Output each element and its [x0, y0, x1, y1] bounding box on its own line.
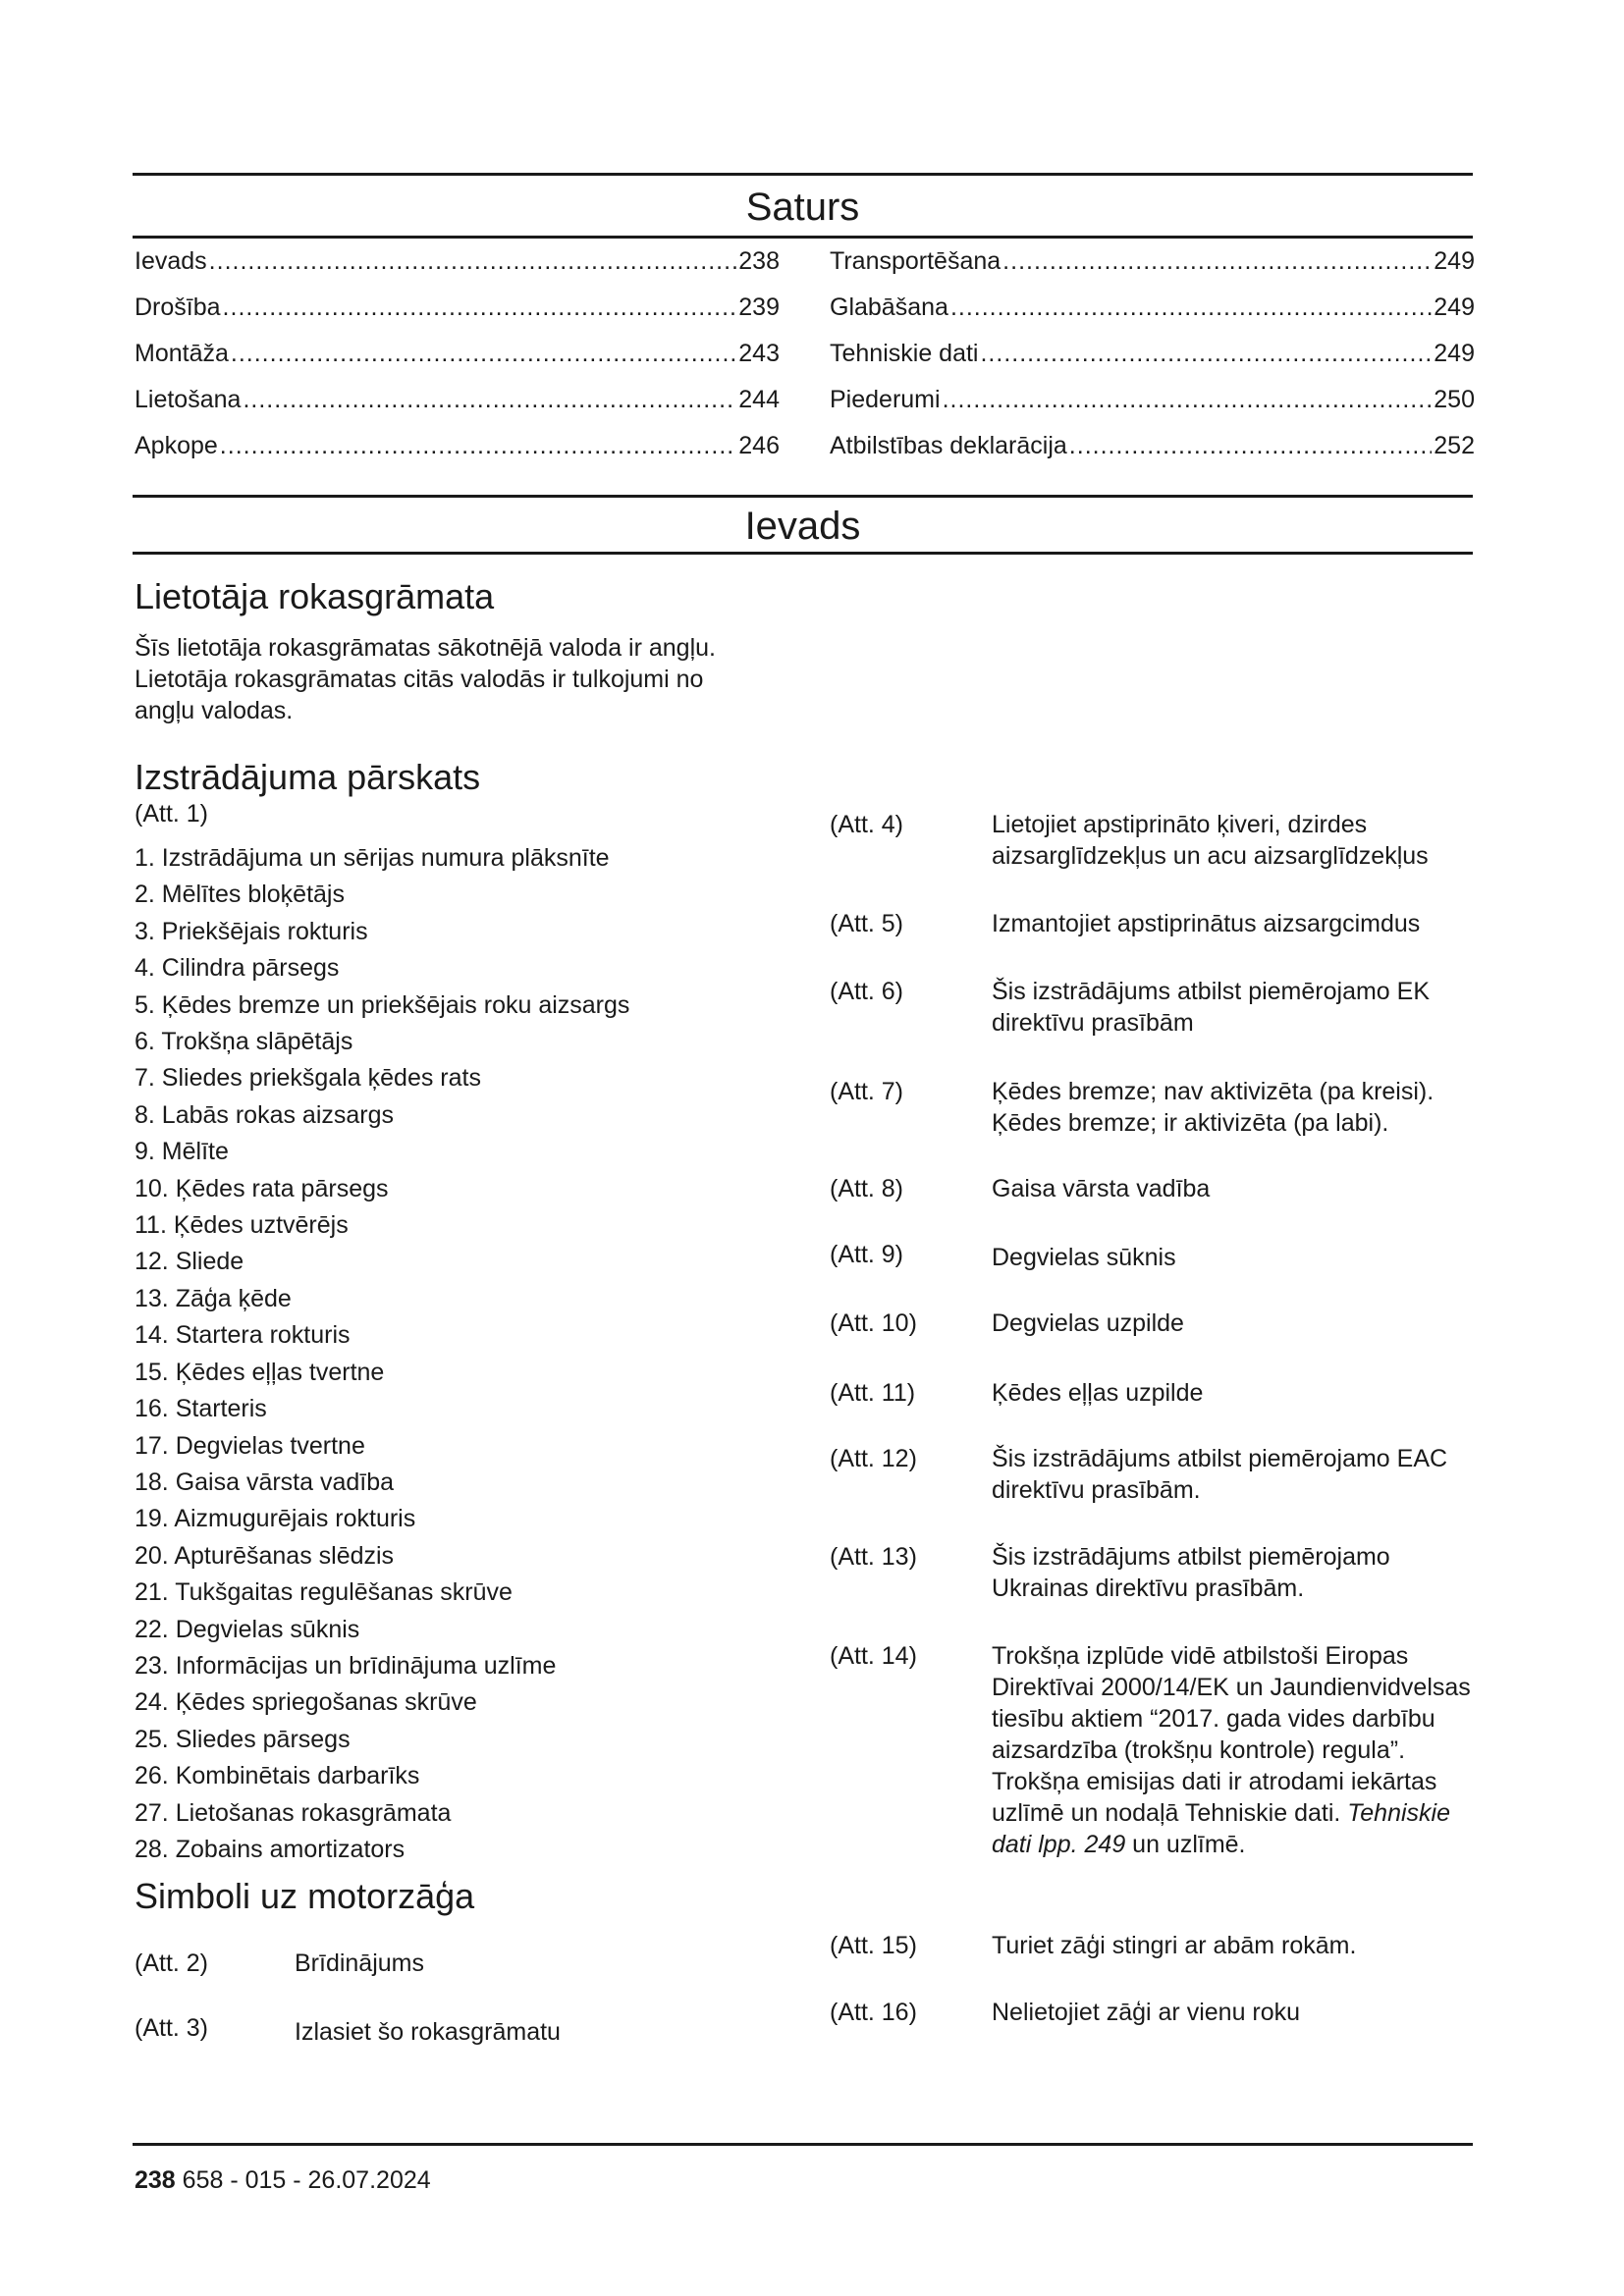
part-list-item: 11. Ķēdes uztvērējs [135, 1211, 349, 1240]
part-list-item: 17. Degvielas tvertne [135, 1431, 365, 1460]
symbol-text: Brīdinājums [295, 1949, 424, 1977]
symbol-text: Turiet zāģi stingri ar abām rokām. [992, 1932, 1357, 1959]
toc-entry[interactable]: Glabāšana ..... 249 [830, 294, 1475, 340]
symbol-ref: (Att. 9) [830, 1241, 904, 1268]
manual-text: Šīs lietotāja rokasgrāmatas sākotnējā valoda ir angļu. Lietotāja rokasgrāmatas citās valodās ir tulkojumi no angļu valodas. [135, 634, 716, 724]
symbol-text: Lietojiet apstiprināto ķiveri, dzirdes aizsarglīdzekļus un acu aizsarglīdzekļus [992, 811, 1429, 870]
symbol-ref: (Att. 13) [830, 1543, 917, 1571]
symbol-ref: (Att. 10) [830, 1309, 917, 1337]
part-list-item: 13. Zāģa ķēde [135, 1284, 292, 1312]
symbols-heading: Simboli uz motorzāģa [135, 1876, 475, 1916]
symbol-text: Ķēdes bremze; nav aktivizēta (pa kreisi). Ķēdes bremze; ir aktivizēta (pa labi). [992, 1078, 1435, 1137]
toc-entry[interactable]: Apkope ..... 246 [135, 432, 780, 478]
symbol-ref: (Att. 7) [830, 1078, 904, 1105]
symbol-text: Šis izstrādājums atbilst piemērojamo EK direktīvu prasībām [992, 978, 1430, 1037]
symbol-text: Gaisa vārsta vadība [992, 1175, 1211, 1202]
symbol-ref: (Att. 2) [135, 1949, 209, 1977]
toc-entry[interactable]: Tehniskie dati ..... 249 [830, 340, 1475, 386]
part-list-item: 12. Sliede [135, 1248, 244, 1276]
parts-list [135, 840, 629, 1868]
intro-top-rule [133, 495, 1473, 498]
part-list-item: 8. Labās rokas aizsargs [135, 1100, 395, 1129]
part-list-item: 19. Aizmugurējais rokturis [135, 1505, 416, 1533]
toc-entry[interactable]: Piederumi ..... 250 [830, 386, 1475, 432]
part-list-item: 2. Mēlītes bloķētājs [135, 881, 345, 909]
footer-rule [133, 2143, 1473, 2146]
part-list-item: 21. Tukšgaitas regulēšanas skrūve [135, 1578, 513, 1607]
symbol-text [992, 1640, 1478, 1860]
part-list-item: 22. Degvielas sūknis [135, 1615, 360, 1643]
noise-suffix: un uzlīmē. [1132, 1831, 1246, 1858]
tech-data-link[interactable]: Tehniskie dati lpp. 249 [992, 1799, 1450, 1858]
part-list-item: 16. Starteris [135, 1395, 267, 1423]
toc-entry[interactable]: Drošība ..... 239 [135, 294, 780, 340]
part-list-item: 10. Ķēdes rata pārsegs [135, 1174, 389, 1202]
part-list-item: 20. Apturēšanas slēdzis [135, 1541, 395, 1570]
symbol-ref: (Att. 5) [830, 910, 904, 937]
part-list-item: 26. Kombinētais darbarīks [135, 1762, 420, 1790]
symbol-ref: (Att. 15) [830, 1932, 917, 1959]
top-rule [133, 173, 1473, 176]
toc-entry[interactable]: Transportēšana ..... 249 [830, 247, 1475, 294]
symbol-ref: (Att. 3) [135, 2014, 209, 2042]
toc-left-column [135, 247, 780, 478]
symbol-text: Ķēdes eļļas uzpilde [992, 1379, 1204, 1407]
toc-entry[interactable]: Atbilstības deklarācija ..... 252 [830, 432, 1475, 478]
overview-figure-ref: (Att. 1) [135, 800, 209, 828]
part-list-item: 9. Mēlīte [135, 1138, 229, 1166]
part-list-item: 23. Informācijas un brīdinājuma uzlīme [135, 1651, 557, 1680]
part-list-item: 18. Gaisa vārsta vadība [135, 1468, 395, 1496]
part-list-item: 15. Ķēdes eļļas tvertne [135, 1358, 385, 1386]
intro-title-rule [133, 552, 1473, 555]
part-list-item: 3. Priekšējais rokturis [135, 917, 368, 945]
symbol-ref: (Att. 16) [830, 1999, 917, 2026]
part-list-item: 4. Cilindra pārsegs [135, 954, 340, 983]
toc-entry[interactable]: Ievads ..... 238 [135, 247, 780, 294]
document-id: 658 - 015 - 26.07.2024 [182, 2166, 431, 2194]
symbol-ref: (Att. 6) [830, 978, 904, 1005]
part-list-item: 1. Izstrādājuma un sērijas numura plāksnīte [135, 844, 610, 872]
symbol-text: Degvielas uzpilde [992, 1309, 1184, 1337]
toc-right-column [830, 247, 1475, 478]
contents-title-rule [133, 236, 1473, 239]
contents-title: Saturs [745, 186, 860, 229]
intro-title: Ievads [744, 505, 861, 548]
symbol-ref: (Att. 8) [830, 1175, 904, 1202]
symbol-text: Izlasiet šo rokasgrāmatu [295, 2018, 561, 2046]
part-list-item: 25. Sliedes pārsegs [135, 1725, 351, 1753]
symbol-text: Nelietojiet zāģi ar vienu roku [992, 1999, 1301, 2026]
toc-entry[interactable]: Montāža ..... 243 [135, 340, 780, 386]
symbol-ref: (Att. 14) [830, 1642, 917, 1670]
part-list-item: 27. Lietošanas rokasgrāmata [135, 1798, 452, 1827]
noise-text: Trokšņa izplūde vidē atbilstoši Eiropas Direktīvai 2000/14/EK un Jaundienvidvelsas tiesību aktiem “2017. gada vides darbību aizsardzība (trokšņu kontrole) regula”. Trokšņa emisijas dati ir atrodami iekārtas uzlīmē un nodaļā Tehniskie dati. [992, 1642, 1471, 1827]
overview-heading: Izstrādājuma pārskats [135, 757, 481, 797]
part-list-item: 24. Ķēdes spriegošanas skrūve [135, 1688, 477, 1717]
symbol-ref: (Att. 11) [830, 1379, 916, 1407]
part-list-item: 5. Ķēdes bremze un priekšējais roku aizsargs [135, 990, 630, 1019]
symbol-text: Izmantojiet apstiprinātus aizsargcimdus [992, 910, 1421, 937]
symbol-text: Šis izstrādājums atbilst piemērojamo Ukrainas direktīvu prasībām. [992, 1543, 1390, 1602]
part-list-item: 6. Trokšņa slāpētājs [135, 1028, 353, 1056]
page-number: 238 [135, 2166, 176, 2194]
symbol-text: Degvielas sūknis [992, 1244, 1176, 1271]
page-footer [135, 2166, 431, 2195]
manual-heading: Lietotāja rokasgrāmata [135, 576, 495, 616]
part-list-item: 7. Sliedes priekšgala ķēdes rats [135, 1064, 481, 1093]
part-list-item: 28. Zobains amortizators [135, 1835, 406, 1863]
toc-entry[interactable]: Lietošana ..... 244 [135, 386, 780, 432]
part-list-item: 14. Startera rokturis [135, 1321, 351, 1350]
symbol-ref: (Att. 12) [830, 1445, 917, 1472]
symbol-text: Šis izstrādājums atbilst piemērojamo EAC direktīvu prasībām. [992, 1445, 1448, 1504]
symbol-ref: (Att. 4) [830, 811, 904, 838]
